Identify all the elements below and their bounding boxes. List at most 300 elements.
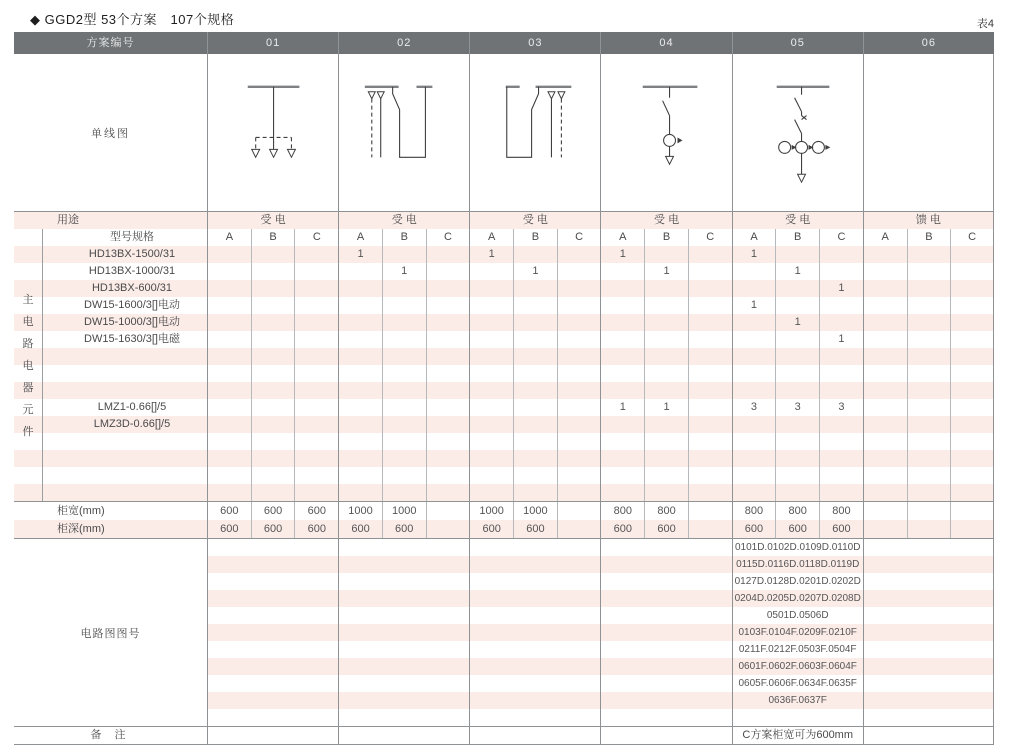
qty-cell <box>950 331 994 348</box>
qty-cell: 1 <box>338 246 382 263</box>
qty-cell <box>819 382 863 399</box>
dimension-cell: 600 <box>207 520 251 538</box>
model-row <box>14 314 994 331</box>
strip-spacer <box>14 246 43 263</box>
qty-cell <box>732 348 776 365</box>
strip-char: 主 <box>22 294 34 306</box>
subcol-header: C <box>557 229 601 246</box>
circuit-code-cell <box>469 539 600 556</box>
model-label <box>43 467 207 484</box>
qty-cell <box>469 467 513 484</box>
qty-cell <box>907 450 951 467</box>
circuit-code-cell <box>469 641 600 658</box>
qty-cell: 1 <box>819 280 863 297</box>
qty-cell <box>338 365 382 382</box>
qty-cell <box>688 399 732 416</box>
usage-02: 受 电 <box>338 212 469 229</box>
subcol-header: C <box>426 229 470 246</box>
dimension-cell: 800 <box>732 502 776 520</box>
circuit-code-cell <box>338 624 469 641</box>
qty-cell <box>382 280 426 297</box>
busbar-three-feeders-icon <box>208 54 338 210</box>
page-title: ◆ GGD2型 53个方案 107个规格 <box>30 12 235 27</box>
qty-cell <box>644 450 688 467</box>
dimension-cell: 600 <box>294 520 338 538</box>
subcol-header: B <box>251 229 295 246</box>
model-row <box>14 246 994 263</box>
qty-cell <box>557 467 601 484</box>
remark-01 <box>207 727 338 744</box>
strip-char: 件 <box>22 426 34 438</box>
circuit-row <box>207 556 994 573</box>
qty-cell <box>469 484 513 501</box>
qty-cell <box>251 416 295 433</box>
scheme-header-03: 03 <box>469 32 600 54</box>
dimension-cell: 800 <box>600 502 644 520</box>
qty-cell <box>207 365 251 382</box>
qty-cell <box>382 450 426 467</box>
qty-cell <box>469 348 513 365</box>
subcol-header: B <box>382 229 426 246</box>
qty-cell <box>732 365 776 382</box>
qty-cell <box>338 331 382 348</box>
circuit-code-cell <box>338 692 469 709</box>
circuit-code-cell <box>600 607 731 624</box>
strip-spacer <box>14 450 43 467</box>
qty-cell <box>950 263 994 280</box>
switch-meter-outgoing-icon <box>601 54 731 210</box>
qty-cell <box>426 399 470 416</box>
qty-cell <box>294 280 338 297</box>
qty-cell <box>426 280 470 297</box>
qty-cell <box>775 416 819 433</box>
usage-03: 受 电 <box>469 212 600 229</box>
qty-cell <box>907 382 951 399</box>
qty-cell <box>644 484 688 501</box>
model-spec-label: 型号规格 <box>110 231 154 243</box>
circuit-row <box>207 539 994 556</box>
qty-cell: 1 <box>732 246 776 263</box>
qty-cell <box>207 314 251 331</box>
strip-spacer <box>14 365 43 382</box>
usage-05: 受 电 <box>732 212 863 229</box>
qty-cell <box>294 348 338 365</box>
qty-cell <box>294 297 338 314</box>
qty-cell: 1 <box>732 297 776 314</box>
qty-cell <box>644 467 688 484</box>
qty-cell <box>907 399 951 416</box>
qty-cell <box>251 331 295 348</box>
strip-spacer <box>14 229 43 246</box>
model-row <box>14 467 994 484</box>
qty-cell <box>600 314 644 331</box>
subcol-header: A <box>863 229 907 246</box>
circuit-code-cell <box>338 556 469 573</box>
qty-cell <box>338 280 382 297</box>
circuit-row <box>207 692 994 709</box>
model-label <box>43 348 207 365</box>
qty-cell: 3 <box>732 399 776 416</box>
circuit-number-section <box>14 538 994 726</box>
circuit-row <box>207 624 994 641</box>
qty-cell <box>688 416 732 433</box>
model-row <box>14 484 994 501</box>
qty-cell <box>819 348 863 365</box>
qty-cell <box>732 416 776 433</box>
strip-spacer <box>14 297 43 314</box>
circuit-code-cell <box>469 658 600 675</box>
qty-cell <box>644 280 688 297</box>
qty-cell <box>688 297 732 314</box>
qty-cell <box>382 484 426 501</box>
qty-cell <box>644 331 688 348</box>
loop-switch-right-feeders-icon <box>470 54 600 210</box>
qty-cell <box>688 484 732 501</box>
strip-char: 元 <box>22 404 34 416</box>
qty-cell <box>863 331 907 348</box>
circuit-code-cell <box>600 556 731 573</box>
strip-spacer <box>14 433 43 450</box>
single-line-diagram-05 <box>732 54 863 211</box>
qty-cell <box>557 263 601 280</box>
qty-cell <box>688 314 732 331</box>
subcol-header: B <box>513 229 557 246</box>
strip-spacer <box>14 331 43 348</box>
subcol-header: A <box>732 229 776 246</box>
qty-cell <box>688 450 732 467</box>
qty-cell <box>382 297 426 314</box>
dimension-cell: 600 <box>513 520 557 538</box>
dimension-cell <box>863 520 907 538</box>
circuit-code-cell <box>600 539 731 556</box>
qty-cell <box>469 331 513 348</box>
strip-spacer <box>14 484 43 501</box>
qty-cell <box>251 348 295 365</box>
qty-cell <box>775 246 819 263</box>
subcol-header: A <box>207 229 251 246</box>
qty-cell <box>907 433 951 450</box>
subcol-header: B <box>775 229 819 246</box>
remark-06 <box>863 727 994 744</box>
qty-cell <box>251 450 295 467</box>
qty-cell <box>513 416 557 433</box>
qty-cell <box>469 297 513 314</box>
circuit-code-cell: 0204D.0205D.0207D.0208D <box>732 590 863 607</box>
qty-cell <box>600 484 644 501</box>
qty-cell <box>863 382 907 399</box>
subcol-header: A <box>338 229 382 246</box>
circuit-code-cell <box>863 590 994 607</box>
circuit-code-cell <box>469 607 600 624</box>
qty-cell <box>600 433 644 450</box>
usage-06: 馈 电 <box>863 212 994 229</box>
qty-cell <box>600 263 644 280</box>
subcol-header: A <box>600 229 644 246</box>
dimension-cell: 600 <box>251 502 295 520</box>
qty-cell <box>513 280 557 297</box>
qty-cell <box>907 331 951 348</box>
strip-spacer <box>14 314 43 331</box>
dimension-cell: 600 <box>819 520 863 538</box>
qty-cell <box>950 399 994 416</box>
qty-cell <box>775 484 819 501</box>
qty-cell: 1 <box>775 314 819 331</box>
qty-cell <box>557 348 601 365</box>
qty-cell <box>950 450 994 467</box>
qty-cell <box>600 280 644 297</box>
qty-cell <box>557 382 601 399</box>
qty-cell <box>338 433 382 450</box>
qty-cell <box>426 246 470 263</box>
qty-cell <box>382 433 426 450</box>
qty-cell <box>207 331 251 348</box>
qty-cell <box>513 399 557 416</box>
qty-cell <box>907 280 951 297</box>
circuit-code-cell <box>338 675 469 692</box>
dimension-label: 柜深(mm) <box>57 523 105 535</box>
strip-spacer <box>14 467 43 484</box>
strip-spacer <box>14 382 43 399</box>
qty-cell <box>207 263 251 280</box>
model-row <box>14 450 994 467</box>
qty-cell: 1 <box>513 263 557 280</box>
qty-cell <box>907 297 951 314</box>
model-label <box>43 484 207 501</box>
circuit-code-cell <box>469 675 600 692</box>
qty-cell <box>294 246 338 263</box>
qty-cell <box>775 450 819 467</box>
circuit-code-cell <box>863 539 994 556</box>
qty-cell <box>907 484 951 501</box>
qty-cell <box>600 416 644 433</box>
qty-cell <box>513 450 557 467</box>
qty-cell <box>600 450 644 467</box>
qty-cell <box>294 365 338 382</box>
qty-cell <box>294 433 338 450</box>
model-label: HD13BX-1000/31 <box>88 265 176 277</box>
qty-cell <box>732 314 776 331</box>
model-label <box>43 382 207 399</box>
dimension-row <box>14 520 994 538</box>
qty-cell <box>732 263 776 280</box>
strip-spacer <box>14 348 43 365</box>
qty-cell <box>819 314 863 331</box>
qty-cell <box>294 467 338 484</box>
qty-cell <box>557 331 601 348</box>
model-row <box>14 365 994 382</box>
qty-cell <box>382 365 426 382</box>
qty-cell <box>775 467 819 484</box>
circuit-code-cell <box>600 658 731 675</box>
strip-spacer <box>14 280 43 297</box>
dimension-cell <box>688 520 732 538</box>
qty-cell <box>469 365 513 382</box>
dimension-cell: 800 <box>775 502 819 520</box>
dimension-cell: 1000 <box>338 502 382 520</box>
circuit-code-cell <box>863 573 994 590</box>
usage-01: 受 电 <box>207 212 338 229</box>
dimension-cell: 600 <box>600 520 644 538</box>
qty-cell <box>294 450 338 467</box>
qty-cell <box>688 348 732 365</box>
circuit-code-cell <box>469 556 600 573</box>
qty-cell <box>469 280 513 297</box>
qty-cell <box>557 297 601 314</box>
qty-cell <box>426 365 470 382</box>
dimension-cell: 1000 <box>513 502 557 520</box>
subcol-header: C <box>950 229 994 246</box>
qty-cell <box>426 331 470 348</box>
model-row <box>14 280 994 297</box>
qty-cell <box>863 484 907 501</box>
qty-cell <box>251 467 295 484</box>
circuit-code-cell <box>469 709 600 726</box>
qty-cell <box>426 484 470 501</box>
qty-cell <box>513 433 557 450</box>
model-label <box>43 365 207 382</box>
qty-cell <box>644 433 688 450</box>
table-header-row <box>14 32 994 54</box>
qty-cell <box>863 467 907 484</box>
spec-section <box>14 211 994 501</box>
qty-cell <box>251 246 295 263</box>
single-line-diagram-label: 单线图 <box>91 127 130 140</box>
strip-char: 器 <box>22 382 34 394</box>
qty-cell <box>688 433 732 450</box>
qty-cell <box>338 467 382 484</box>
qty-cell <box>338 297 382 314</box>
qty-cell <box>469 416 513 433</box>
qty-cell <box>557 433 601 450</box>
model-label: HD13BX-1500/31 <box>88 248 176 260</box>
circuit-code-cell: 0501D.0506D <box>732 607 863 624</box>
qty-cell <box>863 297 907 314</box>
circuit-code-cell <box>863 658 994 675</box>
qty-cell <box>557 484 601 501</box>
dimension-section <box>14 501 994 538</box>
dimension-cell: 1000 <box>382 502 426 520</box>
single-line-diagram-02 <box>338 54 469 211</box>
qty-cell <box>207 416 251 433</box>
qty-cell <box>251 263 295 280</box>
strip-spacer <box>14 399 43 416</box>
circuit-code-cell <box>338 539 469 556</box>
single-line-diagram-01 <box>207 54 338 211</box>
circuit-code-cell <box>863 709 994 726</box>
spec-header-row <box>14 229 994 246</box>
qty-cell <box>338 314 382 331</box>
qty-cell <box>732 331 776 348</box>
qty-cell <box>819 297 863 314</box>
qty-cell <box>207 484 251 501</box>
circuit-code-cell <box>338 709 469 726</box>
qty-cell <box>950 246 994 263</box>
dimension-label: 柜宽(mm) <box>57 505 105 517</box>
qty-cell: 3 <box>819 399 863 416</box>
circuit-row <box>207 658 994 675</box>
subcol-header: A <box>469 229 513 246</box>
qty-cell <box>426 433 470 450</box>
qty-cell <box>863 365 907 382</box>
circuit-code-cell: 0636F.0637F <box>732 692 863 709</box>
qty-cell: 1 <box>644 263 688 280</box>
qty-cell <box>294 382 338 399</box>
dimension-cell: 600 <box>469 520 513 538</box>
dimension-cell <box>426 502 470 520</box>
qty-cell <box>294 331 338 348</box>
qty-cell <box>513 246 557 263</box>
qty-cell <box>426 467 470 484</box>
qty-cell <box>732 433 776 450</box>
circuit-code-cell <box>207 590 338 607</box>
dimension-cell <box>950 520 994 538</box>
qty-cell <box>513 484 557 501</box>
circuit-code-cell <box>863 675 994 692</box>
qty-cell <box>863 280 907 297</box>
qty-cell <box>775 297 819 314</box>
circuit-code-cell <box>338 607 469 624</box>
circuit-code-cell <box>863 556 994 573</box>
qty-cell <box>251 280 295 297</box>
model-label: DW15-1600/3[]电动 <box>84 299 180 311</box>
qty-cell <box>732 280 776 297</box>
qty-cell: 3 <box>775 399 819 416</box>
model-row <box>14 331 994 348</box>
dimension-cell <box>688 502 732 520</box>
model-rows <box>14 246 994 501</box>
qty-cell <box>251 314 295 331</box>
strip-char: 电 <box>22 316 34 328</box>
qty-cell <box>251 365 295 382</box>
model-label <box>43 433 207 450</box>
dimension-cell <box>557 502 601 520</box>
model-row <box>14 433 994 450</box>
qty-cell <box>251 382 295 399</box>
circuit-code-cell <box>207 539 338 556</box>
circuit-code-cell <box>207 658 338 675</box>
qty-cell: 1 <box>382 263 426 280</box>
circuit-code-cell: 0101D.0102D.0109D.0110D <box>732 539 863 556</box>
qty-cell <box>907 263 951 280</box>
scheme-header-05: 05 <box>732 32 863 54</box>
qty-cell: 1 <box>775 263 819 280</box>
model-row <box>14 382 994 399</box>
usage-04: 受 电 <box>600 212 731 229</box>
model-label: LMZ1-0.66[]/5 <box>97 401 167 413</box>
circuit-code-cell <box>469 590 600 607</box>
circuit-code-cell <box>600 590 731 607</box>
qty-cell <box>950 297 994 314</box>
qty-cell: 1 <box>469 246 513 263</box>
single-line-diagram-04 <box>600 54 731 211</box>
qty-cell <box>557 246 601 263</box>
single-line-diagram-band <box>14 54 994 211</box>
circuit-code-cell: 0127D.0128D.0201D.0202D <box>732 573 863 590</box>
qty-cell <box>819 246 863 263</box>
qty-cell <box>863 399 907 416</box>
qty-cell <box>207 246 251 263</box>
qty-cell <box>513 314 557 331</box>
qty-cell <box>294 263 338 280</box>
qty-cell <box>688 246 732 263</box>
qty-cell <box>819 416 863 433</box>
dimension-cell <box>557 520 601 538</box>
qty-cell <box>688 263 732 280</box>
qty-cell <box>513 382 557 399</box>
qty-cell <box>207 382 251 399</box>
qty-cell <box>732 382 776 399</box>
qty-cell <box>950 280 994 297</box>
